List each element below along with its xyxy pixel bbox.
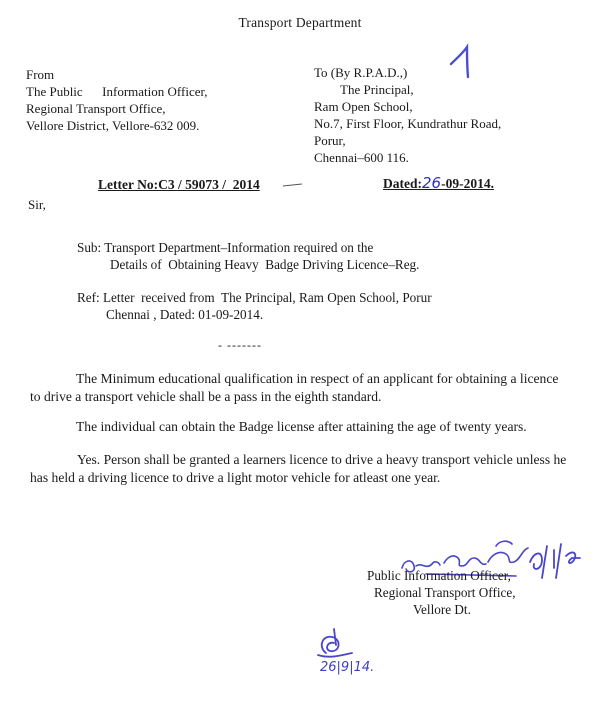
reference-line-1: Ref: Letter received from The Principal, Ram Open School, Porur: [77, 290, 432, 305]
signatory-line-1: Public Information Officer,: [367, 568, 511, 583]
separator: - -------: [218, 338, 262, 352]
paragraph-1: [30, 370, 600, 406]
dated-prefix: Dated:: [383, 176, 422, 191]
reference-block: [77, 289, 432, 323]
to-line-1: The Principal,: [340, 82, 414, 97]
subject-line-2: Details of Obtaining Heavy Badge Driving Licence–Reg.: [110, 257, 420, 272]
letter-date: Dated:26-09-2014.: [383, 174, 494, 192]
to-label: To (By R.P.A.D.,): [314, 65, 408, 80]
signatory-line-3: Vellore Dt.: [413, 602, 471, 617]
signatory-line-2: Regional Transport Office,: [374, 585, 516, 600]
from-line-1: The Public Information Officer,: [26, 84, 208, 99]
paragraph-1-line-1: The Minimum educational qualification in respect of an applicant for obtaining a licence: [76, 371, 559, 386]
subject-line-1: Sub: Transport Department–Information required on the: [77, 240, 374, 255]
reference-line-2: Chennai , Dated: 01-09-2014.: [106, 307, 264, 322]
letter-number-dash: [282, 182, 304, 188]
handwritten-initials: [312, 625, 360, 661]
paragraph-3-line-2: has held a driving licence to drive a light motor vehicle for atleast one year.: [30, 470, 441, 485]
to-line-2: Ram Open School,: [314, 99, 413, 114]
salutation: Sir,: [28, 197, 46, 212]
from-line-3: Vellore District, Vellore-632 009.: [26, 118, 200, 133]
signatory-block: [367, 567, 516, 618]
handwritten-corner-mark: [448, 44, 478, 80]
department-title: Transport Department: [238, 15, 362, 30]
paragraph-3-line-1: Yes. Person shall be granted a learners licence to drive a heavy transport vehicle unless he: [77, 452, 567, 467]
from-label: From: [26, 67, 55, 82]
to-line-3: No.7, First Floor, Kundrathur Road,: [314, 116, 502, 131]
subject-block: [77, 239, 419, 273]
from-line-2: Regional Transport Office,: [26, 101, 166, 116]
paragraph-1-line-2: to drive a transport vehicle shall be a pass in the eighth standard.: [30, 389, 382, 404]
paragraph-3: [30, 451, 600, 487]
letter-number: Letter No:C3 / 59073 / 2014: [98, 177, 260, 192]
dated-rest: -09-2014: [441, 176, 491, 191]
handwritten-bottom-date: 26|9|14.: [320, 660, 375, 675]
to-line-5: Chennai–600 116.: [314, 150, 409, 165]
dated-day: 26: [422, 174, 442, 192]
from-block: [26, 66, 208, 134]
to-line-4: Porur,: [314, 133, 346, 148]
paragraph-2: The individual can obtain the Badge license after attaining the age of twenty years.: [76, 419, 527, 434]
